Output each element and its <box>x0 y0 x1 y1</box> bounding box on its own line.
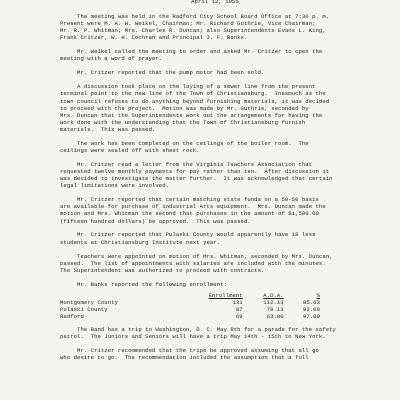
paragraph-trip-recommendation: Mr. Critzer recommended that the tripe be approved assuming that all go who desire to go. The recommendation included the assumption that a full <box>60 347 319 362</box>
table-row <box>60 299 320 306</box>
enrollment-header-percent: % <box>316 291 320 299</box>
enrollment-percent: 97.00 <box>302 313 320 321</box>
paragraph-call-to-order: Mr. Weikel called the meeting to order and asked Mr. Critzer to open the meeting with a word of prayer. <box>60 48 323 63</box>
enrollment-count: 131 <box>232 298 243 306</box>
enrollment-header-row <box>60 292 320 299</box>
table-row <box>60 313 320 320</box>
paragraph-teacher-appointments: Teachers were appointed on motion of Mrs. Whitman, seconded by Mrs. Duncan, passed. The list of appointments with salaries are included with the minutes. The Superintendent was authorized to proceed with contracts. <box>60 252 333 274</box>
meeting-date: April 12, 1955 <box>191 0 239 5</box>
paragraph-enrollment-intro: Mr. Banks reported the following enrollment: <box>60 280 227 288</box>
paragraph-attendance: The meeting was held in the Radford City School Board Office at 7:30 p. m. Present were M. A. H. Weikel, Chairman; Mr. Richard Guthrie, Vice Chairman; Mr. R. P. Whitman; Mrs. Charles R. Duncan; also Superintendents Evans L. King, Frank Critzer, W. H. Cochran and Principal J. F. Banks. <box>60 13 330 42</box>
paragraph-teacher-pay: Mr. Critzer read a letter from the Virginia Teachers Association that requested twelve monthly payments for pay rather than ten. After discussion it was decided to investigate the matter further. It was acknowledged that certain legal limitations were involved. <box>60 160 333 190</box>
enrollment-header-enrollment: Enrollment <box>208 291 243 299</box>
enrollment-county: Radford <box>60 313 84 321</box>
enrollment-count: 87 <box>235 306 243 314</box>
enrollment-header-ada: A.D.A. <box>263 291 284 299</box>
enrollment-table <box>60 292 320 320</box>
paragraph-band-trip: The Band has a trip to Washington, D. C. May 8th for a parade for the safety patrol. The Juniors and Seniors will have a trip May 14th - 15th to New York. <box>60 326 336 341</box>
enrollment-header-blank <box>60 292 191 299</box>
paragraph-sewer-line: A discussion took place on the laying of a sewer line from the present terminal point to the new line of the Town of Christiansburg. Inasmuch as the town council refuses to do anything beyond furnishing materials, it was decided to proceed with the project. Motion was made by Mr. Guthrie, seconded by Mrs. Duncan that the Superintendents work out the arrangements for having the work done with the understanding that the Town of Christiansburg furnish materials. This was passed. <box>60 83 330 133</box>
enrollment-count: 69 <box>235 313 243 321</box>
paragraph-pump-motor: Mr. Critzer reported that the pump motor had been sold. <box>60 69 265 77</box>
enrollment-ada: 78.13 <box>266 306 284 314</box>
enrollment-ada: 63.00 <box>266 313 284 321</box>
enrollment-percent: 93.00 <box>302 306 320 314</box>
enrollment-county: Montgomery County <box>60 298 118 306</box>
enrollment-ada: 112.13 <box>263 298 284 306</box>
table-row <box>60 306 320 313</box>
paragraph-matching-funds: Mr. Critzer reported that certain matching state funds on a 50-50 basis are available for purchase of industrial Arts equipment. Mrs. Duncan made the motion and Mrs. Whitman the second that purchases in the amount of $1,500.00 (fifteen hundred dollars) be approved. This was passed. <box>60 196 326 225</box>
enrollment-county: Pulaski County <box>60 306 108 314</box>
enrollment-percent: 85.63 <box>302 298 320 306</box>
paragraph-pulaski-students: Mr. Critzer reported that Pulaski County would apparently have 18 less students at Christiansburg Institute next year. <box>60 231 316 246</box>
paragraph-ceilings: The work has been completed on the ceilings of the boiler room. The ceilings were sealed off with sheet rock. <box>60 139 309 154</box>
